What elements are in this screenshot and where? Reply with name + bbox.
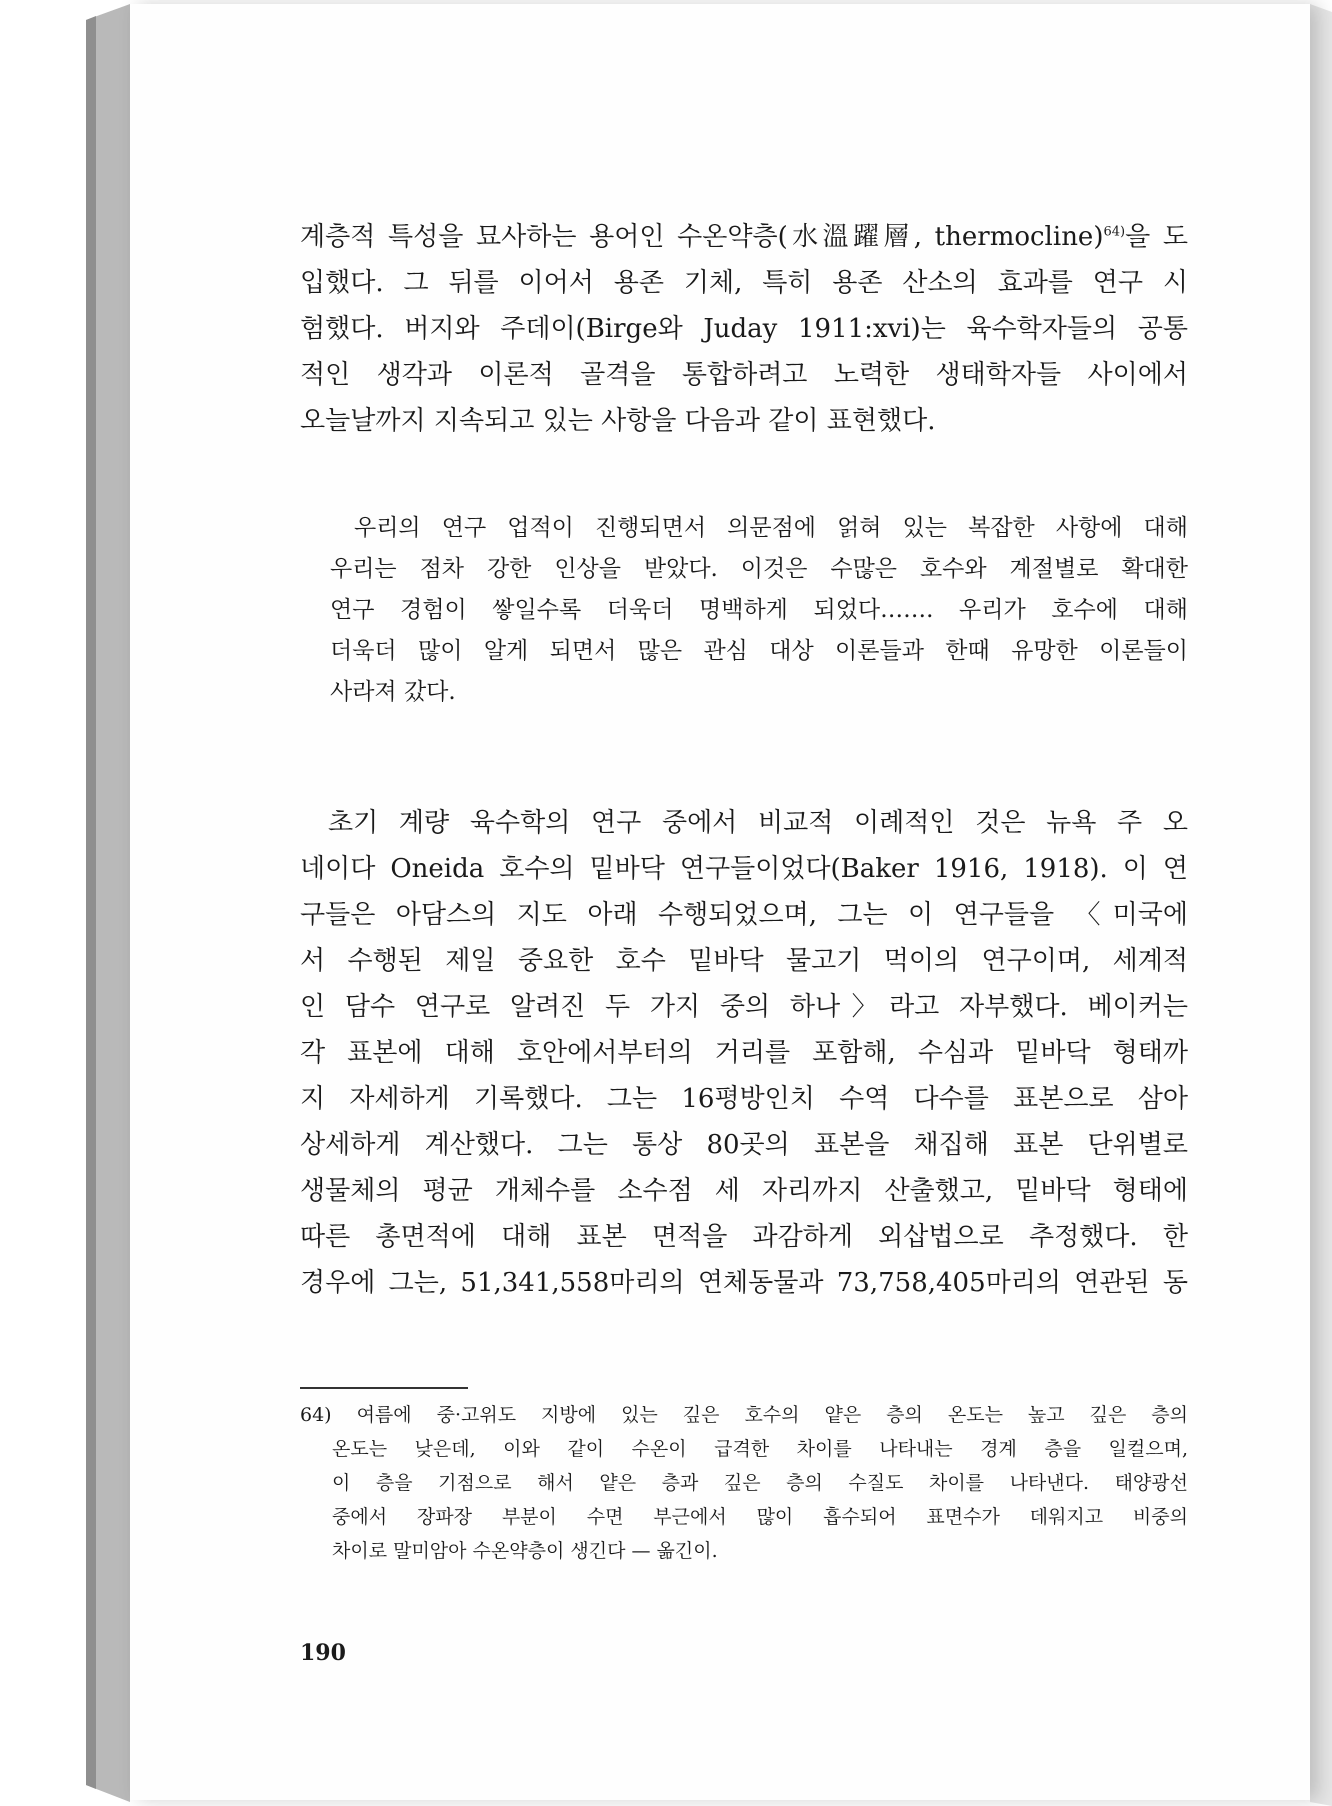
paragraph-baker-line-2: 네이다 Oneida 호수의 밑바닥 연구들이었다(Baker 1916, 1918). 이 연 <box>300 854 1188 884</box>
paragraph-intro-line-1: 계층적 특성을 묘사하는 용어인 수온약층(水溫躍層, thermocline)$^{64)}$을 도 <box>300 222 1188 252</box>
paragraph-intro-line-5: 오늘날까지 지속되고 있는 사항을 다음과 같이 표현했다. <box>300 406 936 436</box>
paragraph-baker-line-9: 생물체의 평균 개체수를 소수점 세 자리까지 산출했고, 밑바닥 형태에 <box>300 1176 1188 1206</box>
paragraph-baker-line-4: 서 수행된 제일 중요한 호수 밑바닥 물고기 먹이의 연구이며, 세계적 <box>300 946 1188 976</box>
paragraph-baker-line-6: 각 표본에 대해 호안에서부터의 거리를 포함해, 수심과 밑바닥 형태까 <box>300 1038 1188 1068</box>
footnote-line-3: 이 층을 기점으로 해서 얕은 층과 깊은 층의 수질도 차이를 나타낸다. 태양광선 <box>332 1472 1188 1494</box>
paragraph-baker-line-10: 따른 총면적에 대해 표본 면적을 과감하게 외삽법으로 추정했다. 한 <box>300 1222 1188 1252</box>
quote-line-3: 연구 경험이 쌓일수록 더욱더 명백하게 되었다……. 우리가 호수에 대해 <box>330 597 1188 623</box>
footnote-divider <box>300 1387 468 1389</box>
paragraph-baker-line-8: 상세하게 계산했다. 그는 통상 80곳의 표본을 채집해 표본 단위별로 <box>300 1130 1188 1160</box>
footnote-ref-64[interactable]: 64) <box>1103 224 1126 240</box>
quote-line-4: 더욱더 많이 알게 되면서 많은 관심 대상 이론들과 한때 유망한 이론들이 <box>330 638 1188 664</box>
block-quote <box>330 508 1188 713</box>
paragraph-baker-line-11: 경우에 그는, 51,341,558마리의 연체동물과 73,758,405마리의 연관된 동 <box>300 1268 1188 1298</box>
footnote-64 <box>300 1398 1188 1568</box>
paragraph-intro-line-4: 적인 생각과 이론적 골격을 통합하려고 노력한 생태학자들 사이에서 <box>300 360 1188 390</box>
quote-line-5: 사라져 갔다. <box>330 679 456 705</box>
footnote-line-4: 중에서 장파장 부분이 수면 부근에서 많이 흡수되어 표면수가 데워지고 비중의 <box>332 1506 1188 1528</box>
paragraph-baker-line-7: 지 자세하게 기록했다. 그는 16평방인치 수역 다수를 표본으로 삼아 <box>300 1084 1188 1114</box>
footnote-line-1: 64) 여름에 중·고위도 지방에 있는 깊은 호수의 얕은 층의 온도는 높고 깊은 층의 <box>300 1404 1188 1426</box>
quote-line-1: 우리의 연구 업적이 진행되면서 의문점에 얽혀 있는 복잡한 사항에 대해 <box>354 515 1188 541</box>
paragraph-intro <box>300 214 1188 444</box>
page-number: 190 <box>300 1640 346 1666</box>
paragraph-baker-line-1: 초기 계량 육수학의 연구 중에서 비교적 이례적인 것은 뉴욕 주 오 <box>328 808 1188 838</box>
paragraph-baker-line-3: 구들은 아담스의 지도 아래 수행되었으며, 그는 이 연구들을 〈미국에 <box>300 900 1188 930</box>
quote-line-2: 우리는 점차 강한 인상을 받았다. 이것은 수많은 호수와 계절별로 확대한 <box>330 556 1188 582</box>
paragraph-baker-line-5: 인 담수 연구로 알려진 두 가지 중의 하나〉라고 자부했다. 베이커는 <box>300 992 1188 1022</box>
footnote-line-2: 온도는 낮은데, 이와 같이 수온이 급격한 차이를 나타내는 경계 층을 일컬으며, <box>332 1438 1188 1460</box>
paragraph-intro-line-2: 입했다. 그 뒤를 이어서 용존 기체, 특히 용존 산소의 효과를 연구 시 <box>300 268 1188 298</box>
footnote-line-5: 차이로 말미암아 수온약층이 생긴다 — 옮긴이. <box>332 1540 718 1562</box>
paragraph-intro-line-3: 험했다. 버지와 주데이(Birge와 Juday 1911:xvi)는 육수학자들의 공통 <box>300 314 1188 344</box>
paragraph-baker <box>300 800 1188 1306</box>
